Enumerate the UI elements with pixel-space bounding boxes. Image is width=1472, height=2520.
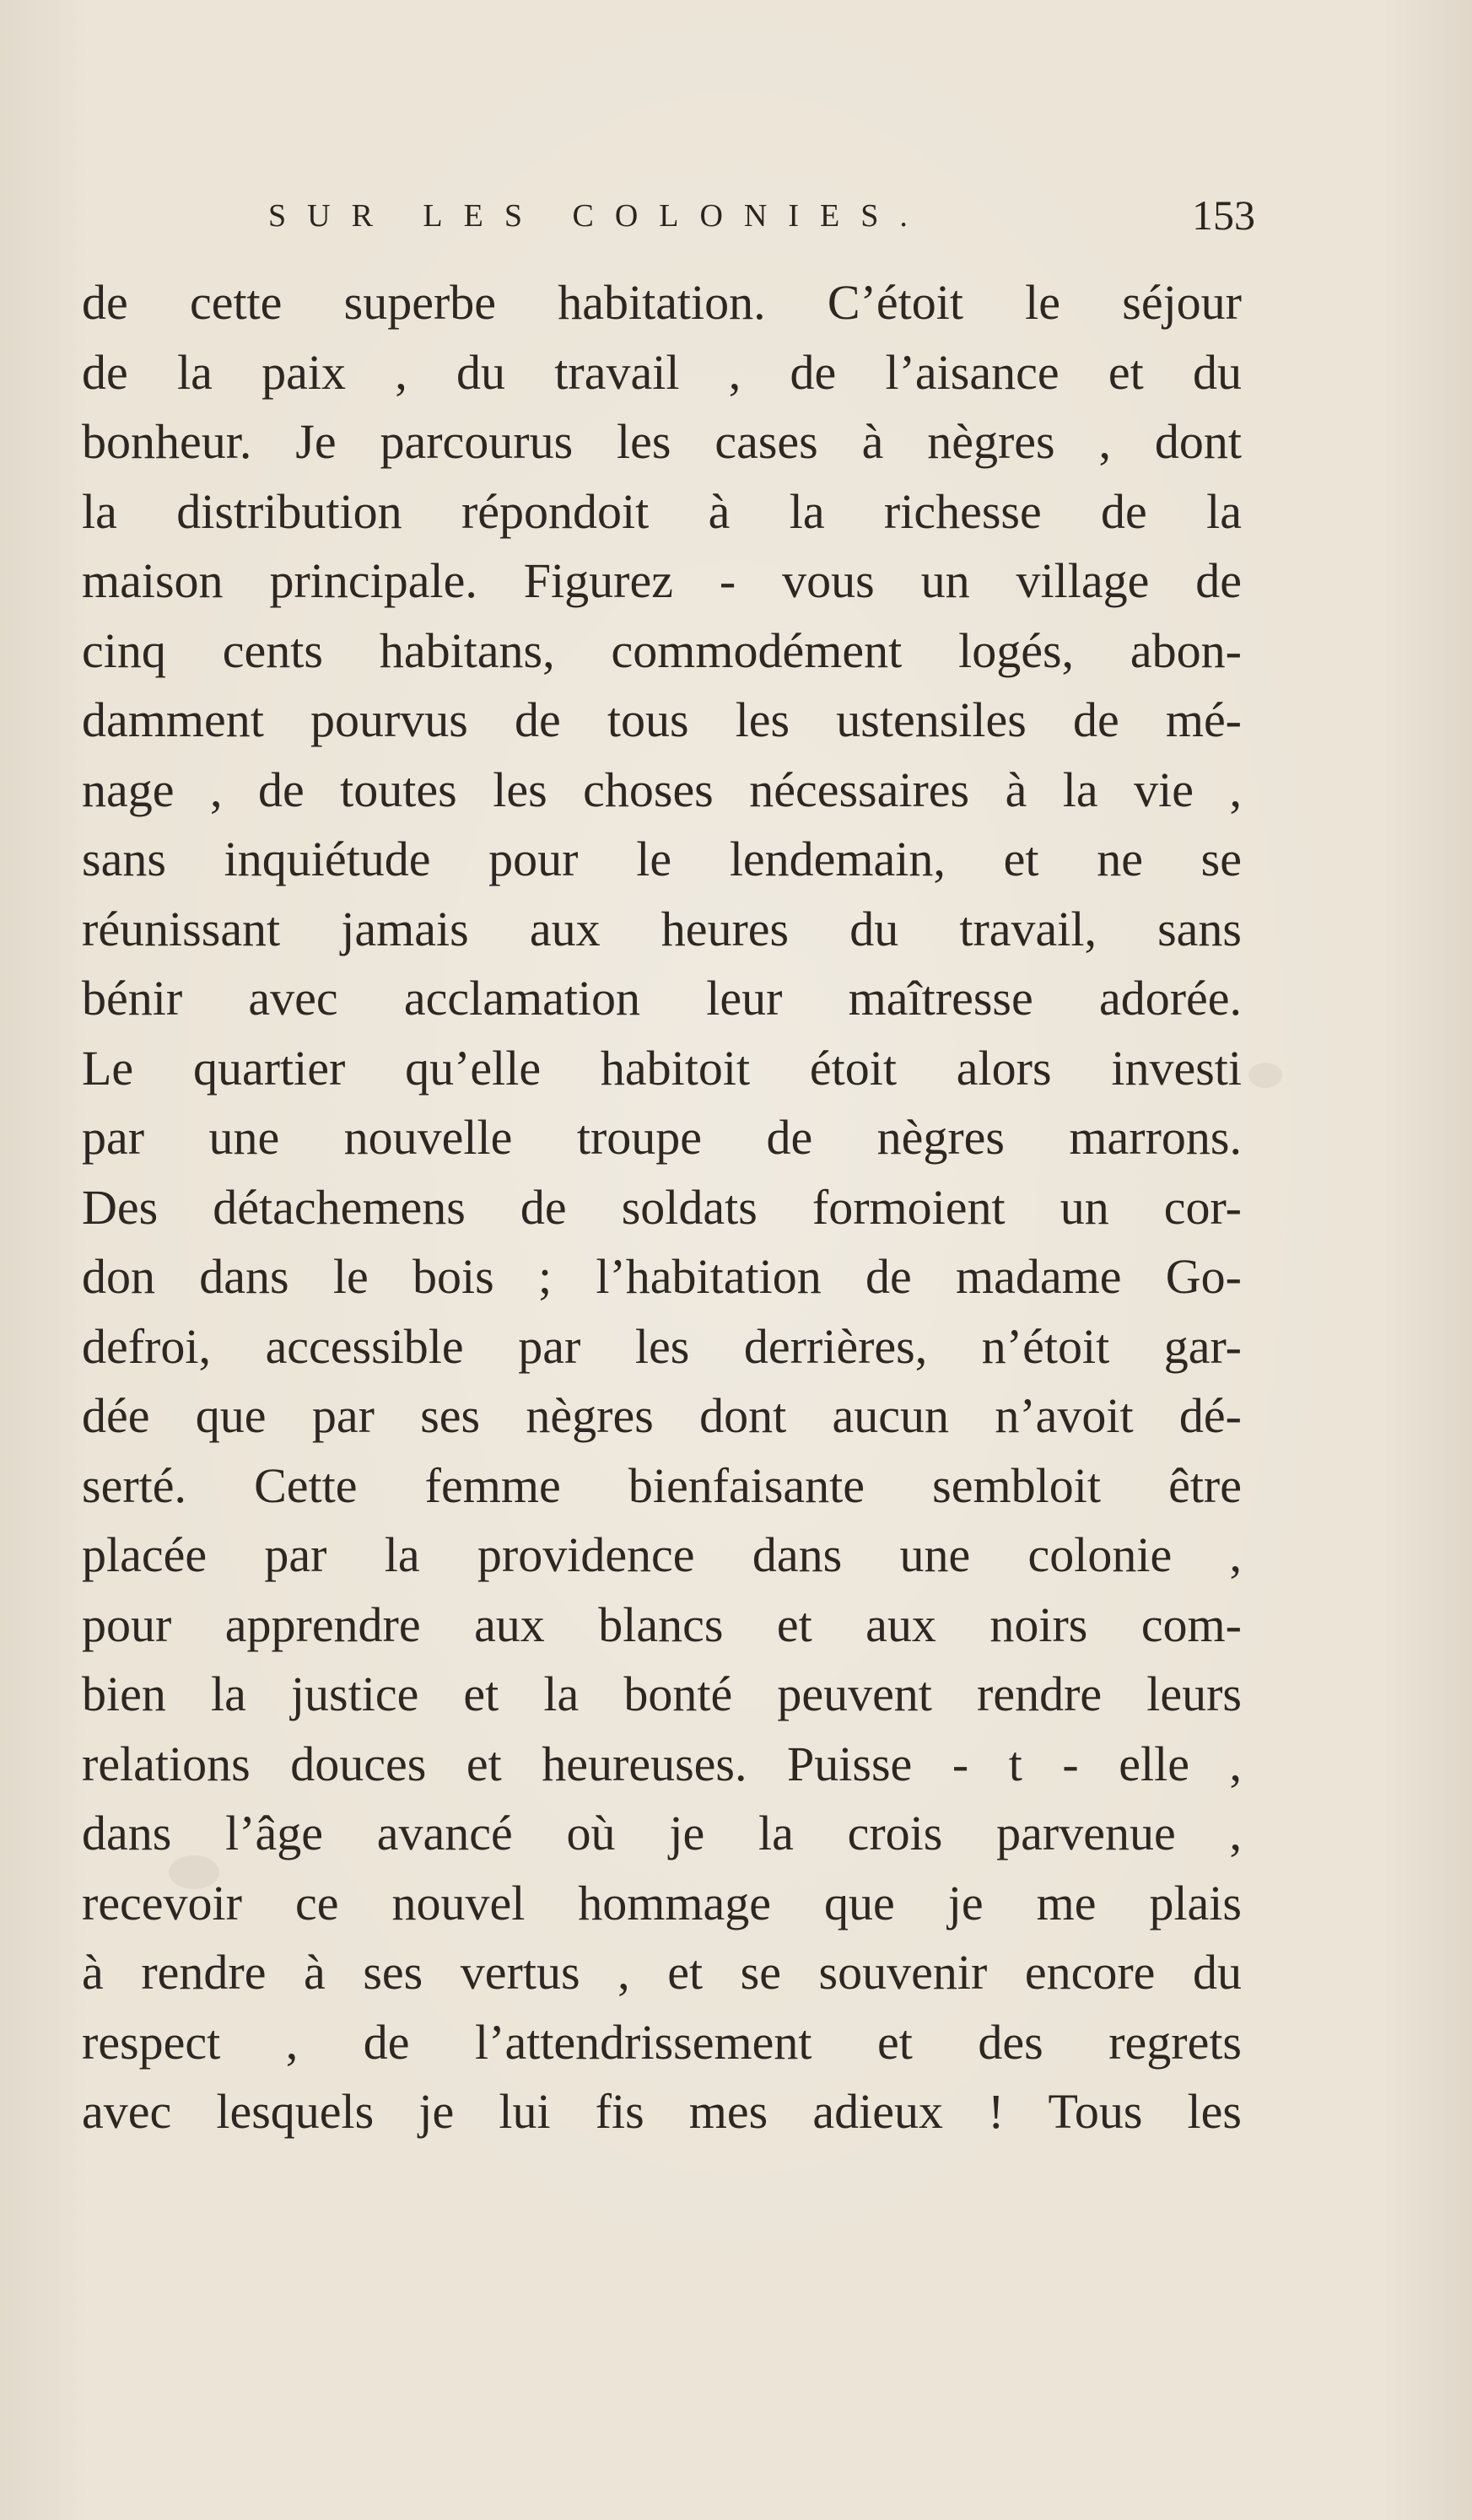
text-line: maison principale. Figurez - vous un village de	[82, 553, 1242, 608]
text-line: par une nouvelle troupe de nègres marrons.	[82, 1110, 1242, 1165]
text-line: dée que par ses nègres dont aucun n’avoit dé-	[82, 1388, 1242, 1443]
text-line: respect , de l’attendrissement et des regrets	[82, 2014, 1242, 2070]
text-line: Des détachemens de soldats formoient un cor-	[82, 1179, 1242, 1235]
text-line: serté. Cette femme bienfaisante sembloit être	[82, 1457, 1242, 1513]
text-line: bénir avec acclamation leur maîtresse adorée.	[82, 971, 1242, 1026]
text-line: dans l’âge avancé où je la crois parvenue ,	[82, 1806, 1242, 1860]
text-line: réunissant jamais aux heures du travail, sans	[82, 901, 1242, 956]
text-line: don dans le bois ; l’habitation de madame Go-	[82, 1249, 1242, 1304]
body-text	[82, 268, 1242, 2147]
text-line: de cette superbe habitation. C’étoit le séjour	[82, 275, 1242, 330]
text-line: nage , de toutes les choses nécessaires à la vie ,	[82, 762, 1242, 817]
text-line: pour apprendre aux blancs et aux noirs com-	[82, 1597, 1242, 1652]
text-line: à rendre à ses vertus , et se souvenir encore du	[82, 1945, 1242, 2000]
text-line: sans inquiétude pour le lendemain, et ne se	[82, 832, 1242, 886]
text-line: damment pourvus de tous les ustensiles de mé-	[82, 692, 1242, 747]
text-line: avec lesquels je lui fis mes adieux ! Tous les	[82, 2084, 1242, 2139]
text-line: defroi, accessible par les derrières, n’étoit gar-	[82, 1318, 1242, 1374]
text-line: bien la justice et la bonté peuvent rendre leurs	[82, 1667, 1242, 1721]
text-line: recevoir ce nouvel hommage que je me plais	[82, 1875, 1242, 1930]
paper-stain	[1248, 1063, 1282, 1088]
text-line: relations douces et heureuses. Puisse - t - elle ,	[82, 1736, 1242, 1791]
text-line: bonheur. Je parcourus les cases à nègres , dont	[82, 414, 1242, 469]
running-head	[268, 191, 1255, 250]
text-line: cinq cents habitans, commodément logés, abon-	[82, 622, 1242, 678]
text-line: la distribution répondoit à la richesse de la	[82, 483, 1242, 539]
running-title: SUR LES COLONIES.	[268, 198, 929, 234]
text-line: placée par la providence dans une colonie ,	[82, 1527, 1242, 1582]
text-line: Le quartier qu’elle habitoit étoit alors investi	[82, 1040, 1242, 1096]
text-line: de la paix , du travail , de l’aisance et du	[82, 344, 1242, 400]
page-number: 153	[1192, 191, 1255, 239]
